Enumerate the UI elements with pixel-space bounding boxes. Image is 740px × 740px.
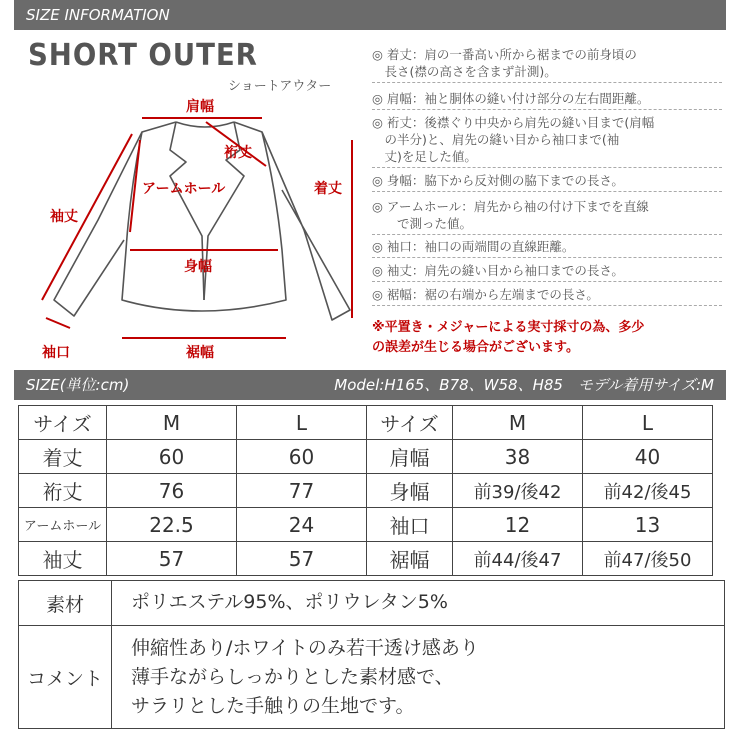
table-cell: 76 xyxy=(107,474,237,508)
table-row xyxy=(19,474,713,508)
label-hem-width: 裾幅 xyxy=(186,345,214,361)
table-cell: 前47/後50 xyxy=(583,542,713,576)
model-label: Model:H165、B78、W58、H85 モデル着用サイズ:M xyxy=(334,376,714,394)
note-item xyxy=(372,172,722,192)
note-line: ◎ 裾幅：裾の右端から左端までの長さ。 xyxy=(372,287,599,302)
note-line: ◎ アームホール：肩先から袖の付け下までを直線 xyxy=(372,199,649,214)
label-body-width: 身幅 xyxy=(184,259,212,275)
note-line: 丈)を足した値。 xyxy=(372,149,477,164)
table-cell: 身幅 xyxy=(367,474,453,508)
product-title: SHORT OUTER xyxy=(28,38,258,73)
table-cell: L xyxy=(583,406,713,440)
cuff-arrow xyxy=(46,318,70,328)
table-cell: 57 xyxy=(237,542,367,576)
table-cell: サイズ xyxy=(367,406,453,440)
note-item xyxy=(372,286,722,306)
table-cell: 肩幅 xyxy=(367,440,453,474)
size-unit-bar xyxy=(14,370,726,400)
note-item xyxy=(372,90,722,110)
table-row xyxy=(19,440,713,474)
comment-row xyxy=(18,625,725,729)
table-row xyxy=(19,542,713,576)
table-cell: 裾幅 xyxy=(367,542,453,576)
note-line: ◎ 着丈：肩の一番高い所から裾までの前身頃の xyxy=(372,47,637,62)
table-cell: 13 xyxy=(583,508,713,542)
table-cell: 24 xyxy=(237,508,367,542)
warning-line: の誤差が生じる場合がございます。 xyxy=(372,340,579,355)
warning-line: ※平置き・メジャーによる実寸採寸の為、多少 xyxy=(372,320,645,335)
note-item xyxy=(372,198,722,235)
table-cell: 60 xyxy=(237,440,367,474)
table-cell: M xyxy=(107,406,237,440)
jacket-right-sleeve xyxy=(262,132,350,320)
label-length: 着丈 xyxy=(314,181,342,197)
note-item xyxy=(372,46,722,83)
table-cell: 前39/後42 xyxy=(453,474,583,508)
table-cell: 40 xyxy=(583,440,713,474)
note-line: で測った値。 xyxy=(372,216,473,231)
table-row xyxy=(19,406,713,440)
size-table xyxy=(18,405,713,576)
table-cell: 12 xyxy=(453,508,583,542)
table-cell: 60 xyxy=(107,440,237,474)
comment-line: 伸縮性あり/ホワイトのみ若干透け感あり xyxy=(131,637,479,659)
note-item xyxy=(372,262,722,282)
table-row xyxy=(19,508,713,542)
table-cell: 袖丈 xyxy=(19,542,107,576)
material-value: ポリエステル95%、ポリウレタン5% xyxy=(131,591,448,613)
product-subtitle: ショートアウター xyxy=(228,79,332,94)
table-cell: サイズ xyxy=(19,406,107,440)
measurement-warning xyxy=(372,318,722,358)
label-yuki-length: 裄丈 xyxy=(224,145,252,161)
comment-value xyxy=(131,634,479,721)
table-cell: M xyxy=(453,406,583,440)
table-cell: 38 xyxy=(453,440,583,474)
table-cell: 袖口 xyxy=(367,508,453,542)
comment-line: サラリとした手触りの生地です。 xyxy=(131,695,415,717)
table-cell: 前42/後45 xyxy=(583,474,713,508)
note-item xyxy=(372,114,722,168)
table-cell: 着丈 xyxy=(19,440,107,474)
label-sleeve-length: 袖丈 xyxy=(50,209,78,225)
label-armhole: アームホール xyxy=(142,181,226,197)
note-line: の半分)と、肩先の縫い目から袖口まで(袖 xyxy=(372,132,620,147)
material-row xyxy=(18,580,725,626)
table-cell: アームホール xyxy=(19,508,107,542)
label-cuff: 袖口 xyxy=(42,345,70,361)
comment-line: 薄手ながらしっかりとした素材感で、 xyxy=(131,666,454,688)
table-cell: 前44/後47 xyxy=(453,542,583,576)
table-cell: 裄丈 xyxy=(19,474,107,508)
note-line: ◎ 肩幅：袖と胴体の縫い付け部分の左右間距離。 xyxy=(372,91,650,106)
table-cell: L xyxy=(237,406,367,440)
note-line: ◎ 袖口：袖口の両端間の直線距離。 xyxy=(372,239,575,254)
note-item xyxy=(372,238,722,258)
note-line: ◎ 裄丈：後襟ぐり中央から肩先の縫い目まで(肩幅 xyxy=(372,115,655,130)
comment-label: コメント xyxy=(19,626,112,728)
unit-label: SIZE(単位:cm) xyxy=(26,376,130,394)
material-label: 素材 xyxy=(19,581,112,625)
table-cell: 22.5 xyxy=(107,508,237,542)
table-cell: 77 xyxy=(237,474,367,508)
header-label: SIZE INFORMATION xyxy=(26,6,170,24)
note-line: ◎ 袖丈：肩先の縫い目から袖口までの長さ。 xyxy=(372,263,624,278)
jacket-collar xyxy=(176,122,234,127)
label-shoulder-width: 肩幅 xyxy=(186,99,214,115)
table-cell: 57 xyxy=(107,542,237,576)
note-line: ◎ 身幅：脇下から反対側の脇下までの長さ。 xyxy=(372,173,624,188)
note-line: 長さ(襟の高さを含まず計測)。 xyxy=(372,64,557,79)
